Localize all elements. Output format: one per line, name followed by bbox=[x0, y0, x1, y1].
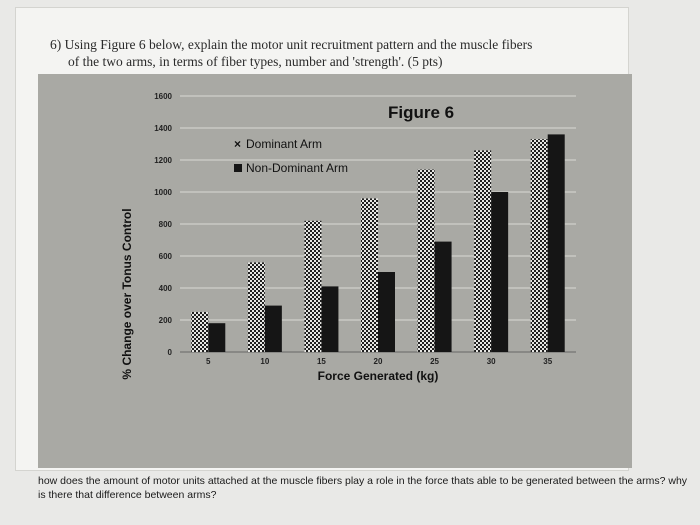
y-tick-label: 0 bbox=[167, 348, 172, 357]
y-axis-label: % Change over Tonus Control bbox=[120, 208, 134, 380]
x-axis-label: Force Generated (kg) bbox=[317, 369, 439, 383]
bar-non-dominant-arm bbox=[208, 323, 225, 352]
chart-title: Figure 6 bbox=[388, 103, 455, 122]
y-tick-label: 400 bbox=[158, 284, 172, 293]
followup-question: how does the amount of motor units attached at the muscle fibers play a role in the force thats able to be generated between the arms? why is there that difference between arms? bbox=[38, 475, 688, 501]
figure-6-photo bbox=[38, 74, 632, 468]
bar-dominant-arm bbox=[474, 150, 491, 352]
x-tick-label: 5 bbox=[206, 357, 211, 366]
legend-dominant-marker: × bbox=[234, 137, 242, 151]
y-tick-labels bbox=[154, 92, 172, 357]
x-tick-label: 25 bbox=[430, 357, 440, 366]
y-tick-label: 1200 bbox=[154, 156, 172, 165]
question-line-1: 6) Using Figure 6 below, explain the motor unit recruitment pattern and the muscle fibers bbox=[50, 37, 533, 52]
figure-6-chart bbox=[38, 74, 632, 468]
question-text bbox=[50, 36, 640, 70]
x-tick-label: 30 bbox=[486, 357, 496, 366]
bar-dominant-arm bbox=[361, 198, 378, 352]
bar-non-dominant-arm bbox=[378, 272, 395, 352]
x-tick-label: 10 bbox=[260, 357, 270, 366]
bar-dominant-arm bbox=[191, 312, 208, 352]
x-tick-labels bbox=[206, 357, 553, 366]
y-tick-label: 1400 bbox=[154, 124, 172, 133]
bar-non-dominant-arm bbox=[265, 306, 282, 352]
x-tick-label: 35 bbox=[543, 357, 553, 366]
legend-dominant-label: Dominant Arm bbox=[246, 137, 323, 151]
legend-non-dominant-swatch bbox=[234, 164, 242, 172]
bar-dominant-arm bbox=[531, 139, 548, 352]
bar-non-dominant-arm bbox=[491, 192, 508, 352]
y-tick-label: 1600 bbox=[154, 92, 172, 101]
y-tick-label: 200 bbox=[158, 316, 172, 325]
bar-dominant-arm bbox=[304, 221, 321, 352]
y-tick-label: 1000 bbox=[154, 188, 172, 197]
legend-non-dominant-label: Non-Dominant Arm bbox=[246, 161, 349, 175]
bar-non-dominant-arm bbox=[548, 134, 565, 352]
question-line-2: of the two arms, in terms of fiber types, number and 'strength'. (5 pts) bbox=[68, 54, 443, 69]
y-tick-label: 800 bbox=[158, 220, 172, 229]
y-tick-label: 600 bbox=[158, 252, 172, 261]
legend bbox=[234, 137, 348, 175]
bar-dominant-arm bbox=[248, 262, 265, 352]
x-tick-label: 15 bbox=[316, 357, 326, 366]
x-tick-label: 20 bbox=[373, 357, 383, 366]
bar-dominant-arm bbox=[418, 170, 435, 352]
bar-non-dominant-arm bbox=[321, 286, 338, 352]
bar-non-dominant-arm bbox=[435, 242, 452, 352]
